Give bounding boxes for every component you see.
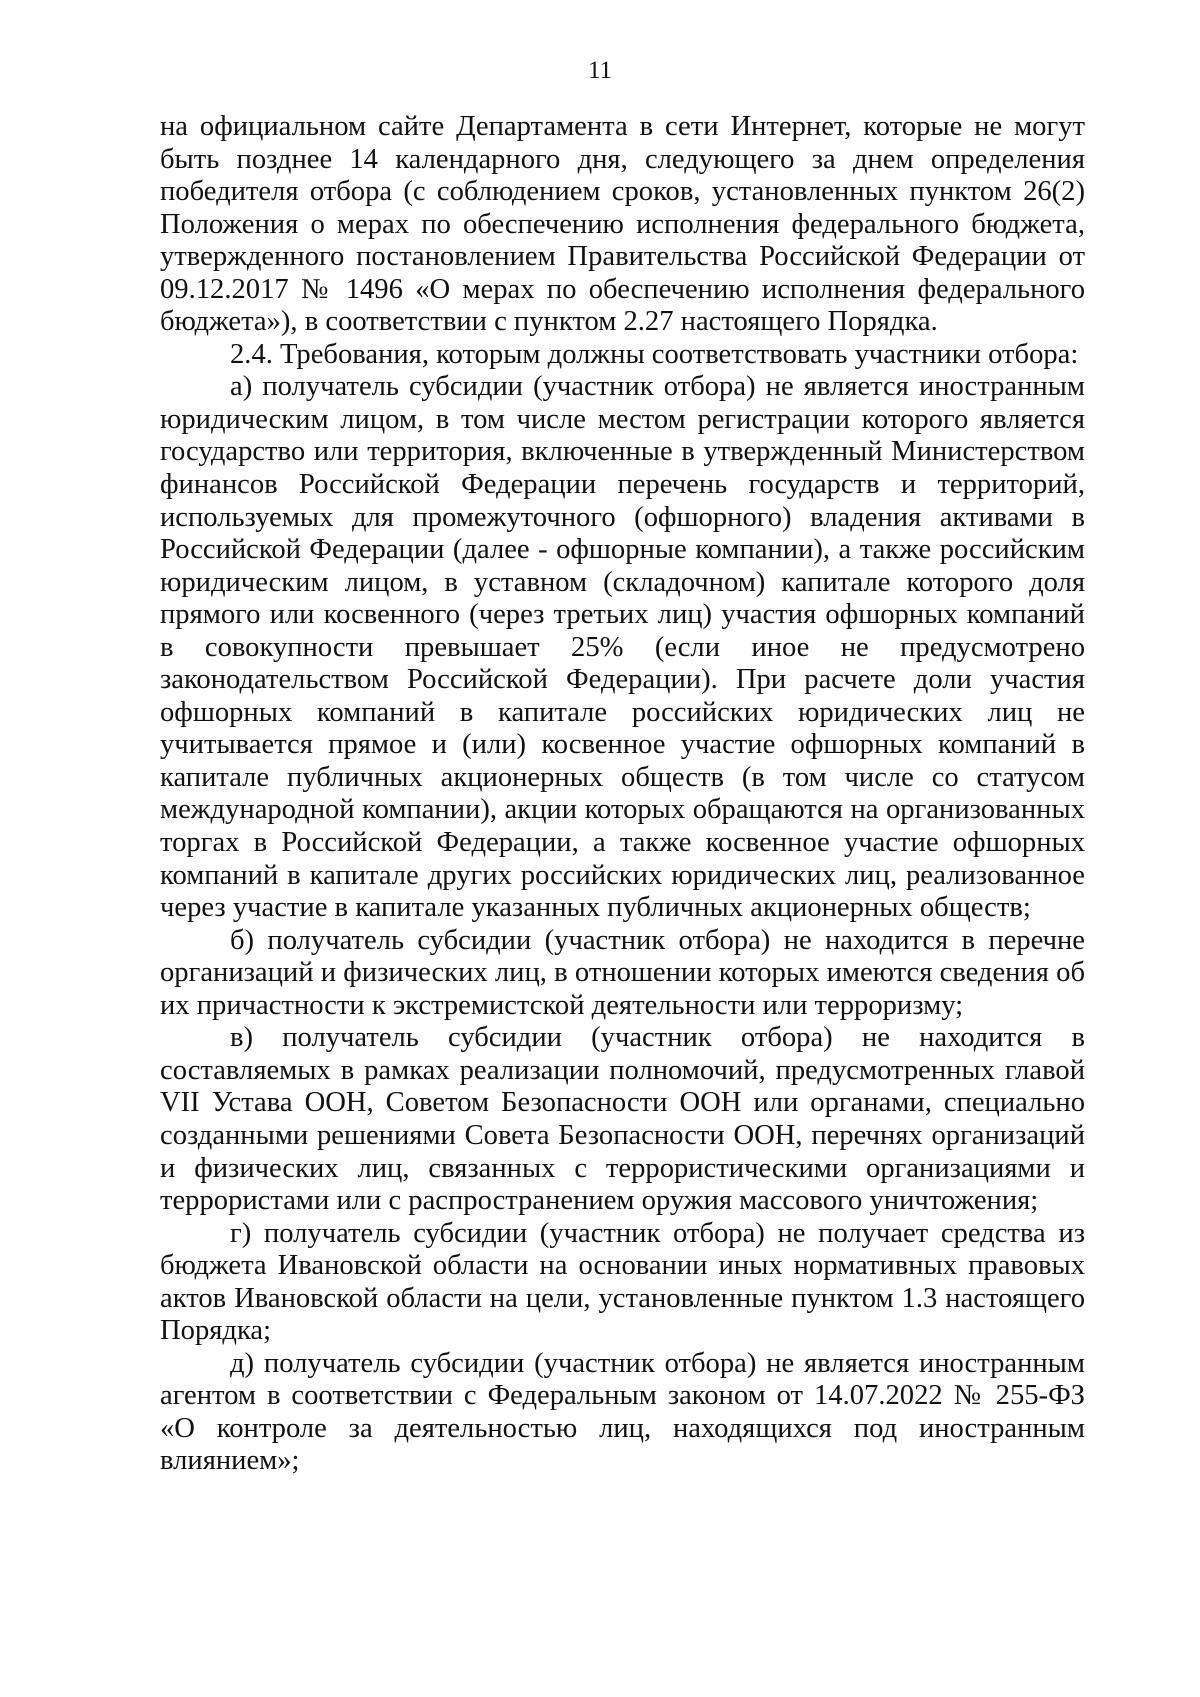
document-body: [160, 111, 1085, 1478]
paragraph-item-v: в) получатель субсидии (участник отбора) не находится в составляемых в рамках реализации полномочий, предусмотренных главой VII Устава ООН, Советом Безопасности ООН или органами, специально созданными решениями Совета Безопасности ООН, перечнях организаций и физических лиц, связанных с террористическими организациями и террористами или с распространением оружия массового уничтожения;: [160, 1022, 1085, 1217]
paragraph-section-2-4: 2.4. Требования, которым должны соответствовать участники отбора:: [230, 338, 1079, 370]
paragraph-item-b: б) получатель субсидии (участник отбора) не находится в перечне организаций и физических лиц, в отношении которых имеются сведения об их причастности к экстремистской деятельности или терроризму;: [160, 924, 1085, 1021]
paragraph-item-a: а) получатель субсидии (участник отбора) не является иностранным юридическим лицом, в том числе местом регистрации которого является государство или территория, включенные в утвержденный Министерством финансов Российской Федерации перечень государств и территорий, используемых для промежуточного (офшорного) владения активами в Российской Федерации (далее - офшорные компании), а также российским юридическим лицом, в уставном (складочном) капитале которого доля прямого или косвенного (через третьих лиц) участия офшорных компаний в совокупности превышает 25% (если иное не предусмотрено законодательством Российской Федерации). При расчете доли участия офшорных компаний в капитале российских юридических лиц не учитывается прямое и (или) косвенное участие офшорных компаний в капитале публичных акционерных обществ (в том числе со статусом международной компании), акции которых обращаются на организованных торгах в Российской Федерации, а также косвенное участие офшорных компаний в капитале других российских юридических лиц, реализованное через участие в капитале указанных публичных акционерных обществ;: [160, 371, 1085, 924]
page-number: 11: [587, 57, 613, 84]
paragraph-continuation: на официальном сайте Департамента в сети Интернет, которые не могут быть позднее 14 календарного дня, следующего за днем определения победителя отбора (с соблюдением сроков, установленных пунктом 26(2) Положения о мерах по обеспечению исполнения федерального бюджета, утвержденного постановлением Правительства Российской Федерации от 09.12.2017 № 1496 «О мерах по обеспечению исполнения федерального бюджета»), в соответствии с пунктом 2.27 настоящего Порядка.: [160, 111, 1085, 338]
paragraph-item-g: г) получатель субсидии (участник отбора) не получает средства из бюджета Ивановской области на основании иных нормативных правовых актов Ивановской области на цели, установленные пунктом 1.3 настоящего Порядка;: [160, 1217, 1085, 1347]
paragraph-item-d: д) получатель субсидии (участник отбора) не является иностранным агентом в соответствии с Федеральным законом от 14.07.2022 № 255-ФЗ «О контроле за деятельностью лиц, находящихся под иностранным влиянием»;: [160, 1347, 1085, 1477]
